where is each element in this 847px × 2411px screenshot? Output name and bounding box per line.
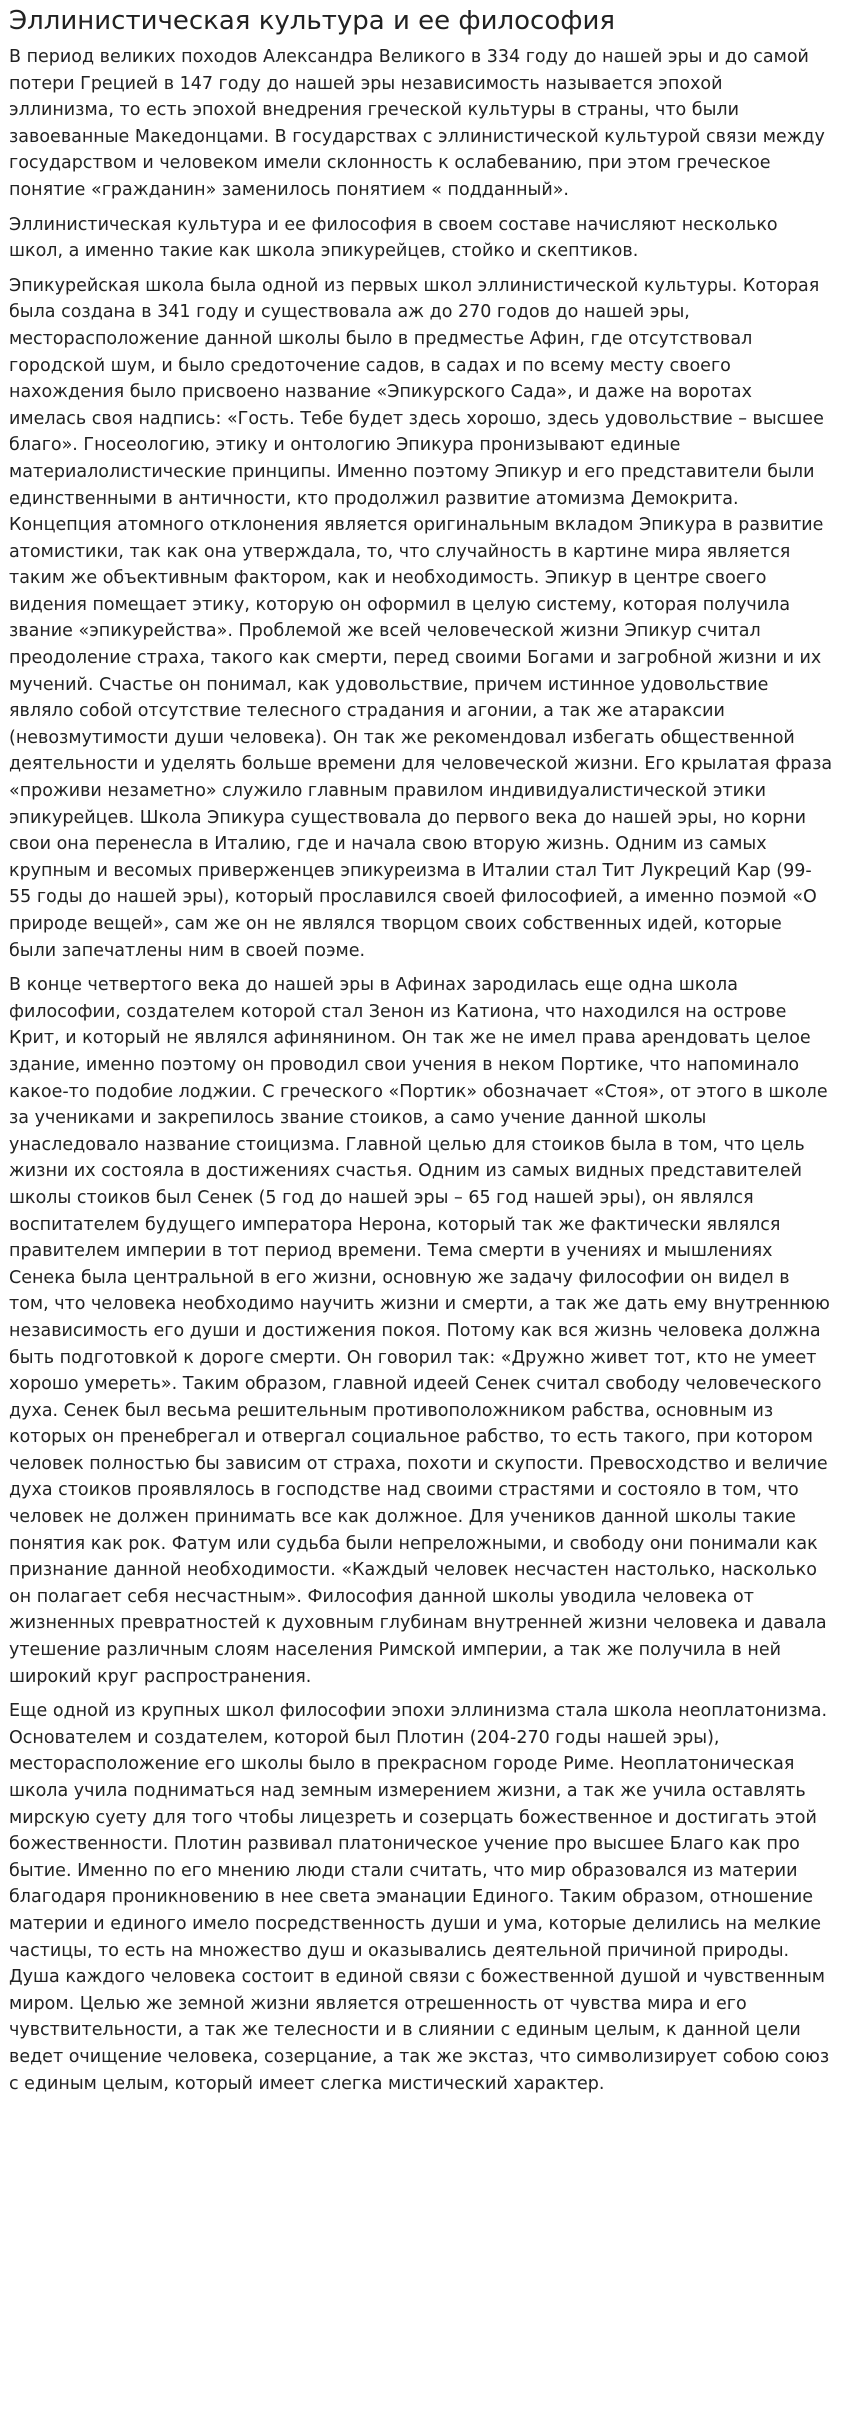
paragraph-intro: В период великих походов Александра Великого в 334 году до нашей эры и до самой потери Грецией в 147 году до нашей эры независимость называется эпохой эллинизма, то есть эпохой внедрения греческой культуры в страны, что были завоеванные Македонцами. В государствах с эллинистической культурой связи между государством и человеком имели склонность к ослабеванию, при этом греческое понятие «гражданин» заменилось понятием « подданный». [9, 47, 825, 200]
paragraph-stoic: В конце четвертого века до нашей эры в Афинах зародилась еще одна школа философии, создателем которой стал Зенон из Катиона, что находился на острове Крит, и который не являлся афинянином. Он так же не имел права арендовать целое здание, именно поэтому он проводил свои учения в неком Портике, что напоминало какое-то подобие лоджии. С греческого «Портик» обозначает «Стоя», от этого в школе за учениками и закрепилось звание стоиков, а само учение данной школы унаследовало название стоицизма. Главной целью для стоиков была в том, что цель жизни их состояла в достижениях счастья. Одним из самых видных представителей школы стоиков был Сенек (5 год до нашей эры – 65 год нашей эры), он являлся воспитателем будущего императора Нерона, который так же фактически являлся правителем империи в тот период времени. Тема смерти в учениях и мышлениях Сенека была центральной в его жизни, основную же задачу философии он видел в том, что человека необходимо научить жизни и смерти, а так же дать ему внутреннюю независимость его души и достижения покоя. Потому как вся жизнь человека должна быть подготовкой к дороге смерти. Он говорил так: «Дружно живет тот, кто не умеет хорошо умереть». Таким образом, главной идеей Сенек считал свободу человеческого духа. Сенек был весьма решительным противоположником рабства, основным из которых он пренебрегал и отвергал социальное рабство, то есть такого, при котором человек полностью бы зависим от страха, похоти и скупости. Превосходство и величие духа стоиков проявлялось в господстве над своими страстями и состояло в том, что человек не должен принимать все как должное. Для учеников данной школы такие понятия как рок. Фатум или судьба были непреложными, и свободу они понимали как признание данной необходимости. «Каждый человек несчастен настолько, насколько он полагает себя несчастным». Философия данной школы уводила человека от жизненных превратностей к духовным глубинам внутренней жизни человека и давала утешение различным слоям населения Римской империи, а так же получила в ней широкий круг распространения. [9, 975, 830, 1687]
paragraph-schools: Эллинистическая культура и ее философия в своем составе начисляют несколько школ, а именно такие как школа эпикурейцев, стойко и скептиков. [9, 214, 778, 262]
paragraph-epicurean: Эпикурейская школа была одной из первых школ эллинистической культуры. Которая была создана в 341 году и существовала аж до 270 годов до нашей эры, месторасположение данной школы было в предместье Афин, где отсутствовал городской шум, и было средоточение садов, в садах и по всему месту своего нахождения было присвоено название «Эпикурского Сада», и даже на воротах имелась своя надпись: «Гость. Тебе будет здесь хорошо, здесь удовольствие – высшее благо». Гносеологию, этику и онтологию Эпикура пронизывают единые материалолистические принципы. Именно поэтому Эпикур и его представители были единственными в античности, кто продолжил развитие атомизма Демокрита. Концепция атомного отклонения является оригинальным вкладом Эпикура в развитие атомистики, так как она утверждала, то, что случайность в картине мира является таким же объективным фактором, как и необходимость. Эпикур в центре своего видения помещает этику, которую он оформил в целую систему, которая получила звание «эпикурейства». Проблемой же всей человеческой жизни Эпикур считал преодоление страха, такого как смерти, перед своими Богами и загробной жизни и их мучений. Счастье он понимал, как удовольствие, причем истинное удовольствие являло собой отсутствие телесного страдания и агонии, а так же атараксии (невозмутимости души человека). Он так же рекомендовал избегать общественной деятельности и уделять больше времени для человеческой жизни. Его крылатая фраза «проживи незаметно» служило главным правилом индивидуалистической этики эпикурейцев. Школа Эпикура существовала до первого века до нашей эры, но корни свои она перенесла в Италию, где и начала свою вторую жизнь. Одним из самых крупным и весомых приверженцев эпикуреизма в Италии стал Тит Лукреций Кар (99-55 годы до нашей эры), который прославился своей философией, а именно поэмой «О природе вещей», сам же он не являлся творцом своих собственных идей, которые были запечатлены ним в своей поэме. [9, 275, 833, 961]
article-title: Эллинистическая культура и ее философия [9, 6, 616, 36]
paragraph-neoplatonism: Еще одной из крупных школ философии эпохи эллинизма стала школа неоплатонизма. Основателем и создателем, которой был Плотин (204-270 годы нашей эры), месторасположение его школы было в прекрасном городе Риме. Неоплатоническая школа учила подниматься над земным измерением жизни, а так же учила оставлять мирскую суету для того чтобы лицезреть и созерцать божественное и достигать этой божественности. Плотин развивал платоническое учение про высшее Благо как про бытие. Именно по его мнению люди стали считать, что мир образовался из материи благодаря проникновению в нее света эманации Единого. Таким образом, отношение материи и единого имело посредственность души и ума, которые делились на мелкие частицы, то есть на множество душ и оказывались деятельной причиной природы. Душа каждого человека состоит в единой связи с божественной душой и чувственным миром. Целью же земной жизни является отрешенность от чувства мира и его чувствительности, а так же телесности и в слиянии с единым целым, к данной цели ведет очищение человека, созерцание, а так же экстаз, что символизирует собою союз с единым целым, который имеет слегка мистический характер. [9, 1701, 830, 2094]
